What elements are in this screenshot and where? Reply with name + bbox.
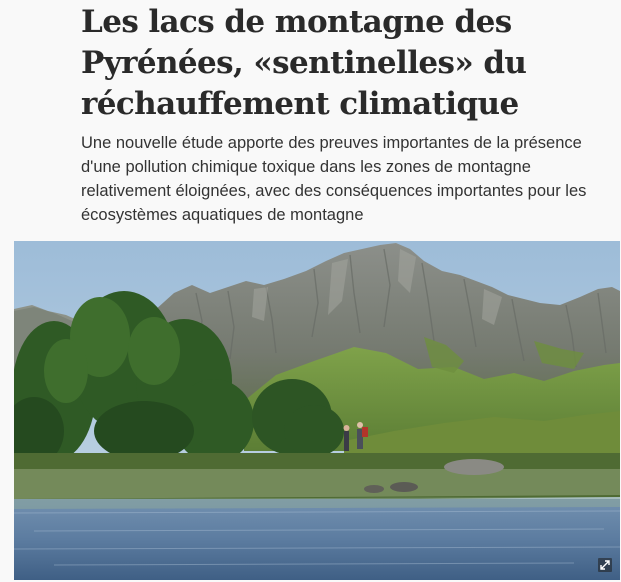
expand-button[interactable]	[598, 558, 612, 572]
expand-icon	[598, 558, 612, 572]
mountain-lake-photo	[14, 241, 620, 580]
article-lead: Une nouvelle étude apporte des preuves importantes de la présence d'une pollution chimique toxique dans les zones de montagne relativement éloignées, avec des conséquences importantes pour les écosystèmes aquatiques de montagne	[81, 134, 587, 224]
article-headline: Les lacs de montagne des Pyrénées, «sentinelles» du réchauffement climatique	[81, 4, 527, 122]
article-photo	[14, 241, 620, 580]
